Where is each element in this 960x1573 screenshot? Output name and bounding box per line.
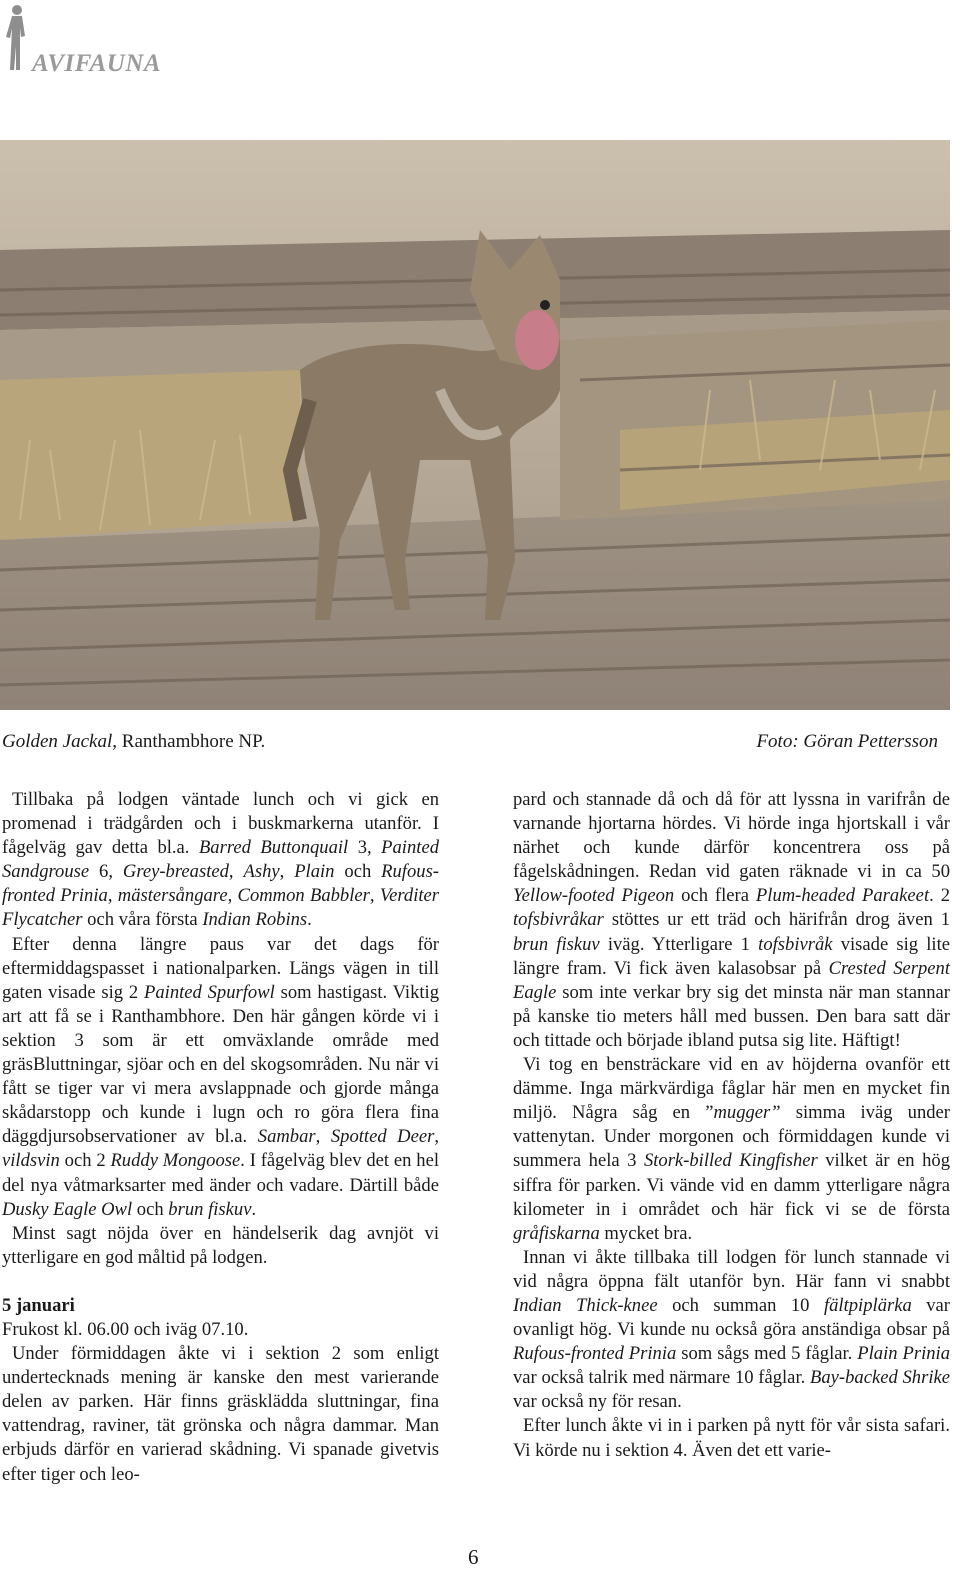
species-name: Sambar: [257, 1126, 316, 1148]
text-run: ,: [369, 885, 380, 907]
species-name: Crested Serpent Eagle: [513, 957, 951, 1003]
text-run: som hastigast. Viktig art att få se i Ranthambhore. Den här gången körde vi i sektion 3 som är ett omväxlande område med gräsBluttningar, sjöar och en del skogsområden. Nu när vi fått se tiger var vi mera avslappnade och gjorde många skådarstopp och kunde i lugn och ro göra flera fina däggdjursobservationer av bl.a.: [2, 981, 440, 1148]
text-run: simma iväg under vattenytan. Under morgonen och förmiddagen kunde vi summera hela 3: [513, 1102, 950, 1172]
species-name: Ruddy Mongoose: [110, 1150, 241, 1172]
text-run: ,: [228, 861, 244, 883]
species-name: Dusky Eagle Owl: [2, 1198, 133, 1220]
species-name: brun fiskuv: [168, 1198, 252, 1220]
species-name: Rufous-fronted Prinia: [2, 861, 439, 907]
paragraph: [2, 1318, 439, 1342]
species-name: Bay-backed Shrike: [810, 1367, 950, 1389]
standing-figure-icon: [4, 4, 28, 72]
text-run: ,: [279, 861, 295, 883]
text-run: vilket är en hög siffra för parken. Vi vände vid en damm ytterligare några kilometer in i området och här fick vi se de första: [513, 1150, 950, 1220]
text-run: som inte verkar bry sig det minsta när man stannar på kanske tio meters håll med bussen. Den bara satt där och tittade och började ibland putsa sig lite. Häftigt!: [513, 981, 950, 1051]
text-run: Minst sagt nöjda över en händelserik dag avnjöt vi ytterligare en god måltid på lodgen.: [2, 1222, 439, 1268]
text-run: .: [307, 909, 312, 931]
text-run: Efter lunch åkte vi in i parken på nytt för vår sista safari. Vi körde nu i sektion 4. Även det ett varie-: [513, 1415, 950, 1461]
text-run: iväg. Ytterligare 1: [599, 933, 759, 955]
paragraph: [513, 1414, 950, 1462]
text-run: var också ny för resan.: [513, 1391, 682, 1413]
species-name: tofsbivråkar: [513, 909, 604, 931]
text-run: och summan 10: [657, 1294, 824, 1316]
species-name: Rufous-fronted Prinia: [513, 1343, 677, 1365]
text-run: 6,: [89, 861, 123, 883]
photo-caption: [2, 731, 265, 753]
photo-credit: Foto: Göran Pettersson: [756, 731, 938, 752]
paragraph: [2, 933, 439, 1222]
species-name: Stork-billed Kingfisher: [643, 1150, 818, 1172]
text-run: ,: [227, 885, 238, 907]
text-run: Efter denna längre paus var det dags för eftermiddagspasset i nationalparken. Längs vägen in till gaten visade sig 2: [2, 933, 439, 1003]
paragraph: [513, 1246, 950, 1415]
text-run: som sågs med 5 fåglar.: [676, 1343, 858, 1365]
text-run: var också talrik med närmare 10 fåglar.: [513, 1367, 810, 1389]
text-run: 3,: [348, 837, 382, 859]
paragraph: [513, 788, 950, 1053]
species-name: mugger”: [713, 1102, 781, 1124]
text-run: . I fågelväg blev det en hel del nya våtmarksarter med änder och vadare. Därtill både: [2, 1150, 440, 1196]
section-heading: 5 januari: [2, 1294, 75, 1316]
paragraph: [2, 788, 439, 933]
species-name: fältpiplärka: [823, 1294, 912, 1316]
species-name: gråfiskarna: [513, 1222, 600, 1244]
paragraph: [2, 1222, 439, 1270]
logo-text: AVIFAUNA: [32, 50, 162, 77]
species-name: Yellow-footed Pigeon: [513, 885, 675, 907]
species-name: Plain: [294, 861, 335, 883]
text-run: Vi tog en bensträckare vid en av höjderna ovanför ett dämme. Inga märkvärdiga fåglar här men en mycket fin miljö. Några såg en ”: [513, 1054, 950, 1124]
text-run: mycket bra.: [599, 1222, 693, 1244]
text-run: Tillbaka på lodgen väntade lunch och vi gick en promenad i trädgården och i buskmarkerna utanför. I fågelväg gav detta bl.a.: [2, 789, 439, 859]
species-name: mästersångare: [117, 885, 228, 907]
caption-species: Golden Jackal: [2, 731, 113, 752]
species-name: Painted Sandgrouse: [2, 837, 439, 883]
species-name: Grey-breasted: [122, 861, 229, 883]
text-run: visade sig lite längre fram. Vi fick även kalasobsar på: [513, 933, 950, 979]
text-run: . 2: [929, 885, 950, 907]
species-name: tofsbivråk: [758, 933, 833, 955]
text-run: och 2: [59, 1150, 111, 1172]
species-name: vildsvin: [2, 1150, 60, 1172]
avifauna-logo: [4, 4, 204, 84]
caption-location: , Ranthambhore NP.: [112, 731, 266, 752]
text-run: .: [251, 1198, 257, 1220]
text-run: och: [132, 1198, 169, 1220]
text-run: var ovanligt hög. Vi kunde nu också göra anständiga obsar på: [513, 1294, 951, 1341]
species-name: Indian Thick-knee: [513, 1294, 658, 1316]
species-name: Plain Prinia: [857, 1343, 951, 1365]
right-column: [513, 788, 950, 1463]
text-run: och flera: [674, 885, 756, 907]
text-run: stöttes ur ett träd och härifrån drog även 1: [603, 909, 950, 931]
text-run: ,: [315, 1126, 331, 1148]
text-run: pard och stannade då och då för att lyssna in varifrån de varnande hjortarna hördes. Vi hörde inga hjortskall i vår närhet och kunde därför koncentrera oss på fågelskådningen. Redan vid gaten räknade vi in ca 50: [513, 789, 950, 883]
golden-jackal-photo: [0, 140, 950, 710]
paragraph: [2, 1342, 439, 1487]
text-run: ,: [107, 885, 118, 907]
left-column: [2, 788, 439, 1487]
text-run: Under förmiddagen åkte vi i sektion 2 som enligt undertecknads mening är kanske den mest varierande delen av parken. Här finns gräsklädda sluttningar, fina vattendrag, raviner, tät grönska och några dammar. Man erbjuds därför en varierad skådning. Vi spanade givetvis efter tiger och leo-: [2, 1343, 439, 1485]
text-run: Innan vi åkte tillbaka till lodgen för lunch stannade vi vid några öppna fält utanför byn. Här fann vi snabbt: [513, 1246, 950, 1292]
species-name: Indian Robins: [202, 909, 308, 931]
page-number: 6: [468, 1545, 479, 1569]
species-name: Barred Buttonquail: [198, 837, 349, 859]
species-name: brun fiskuv: [513, 933, 600, 955]
text-run: och: [334, 861, 382, 883]
species-name: Spotted Deer: [330, 1126, 435, 1148]
species-name: Plum-headed Parakeet: [755, 885, 930, 907]
text-run: och våra första: [82, 909, 203, 931]
text-run: ,: [434, 1126, 439, 1148]
species-name: Ashy: [243, 861, 280, 883]
species-name: Painted Spurfowl: [144, 981, 275, 1003]
species-name: Verditer Flycatcher: [2, 885, 440, 931]
species-name: Common Babbler: [237, 885, 370, 907]
paragraph: [513, 1053, 950, 1246]
text-run: Frukost kl. 06.00 och iväg 07.10.: [2, 1318, 249, 1340]
